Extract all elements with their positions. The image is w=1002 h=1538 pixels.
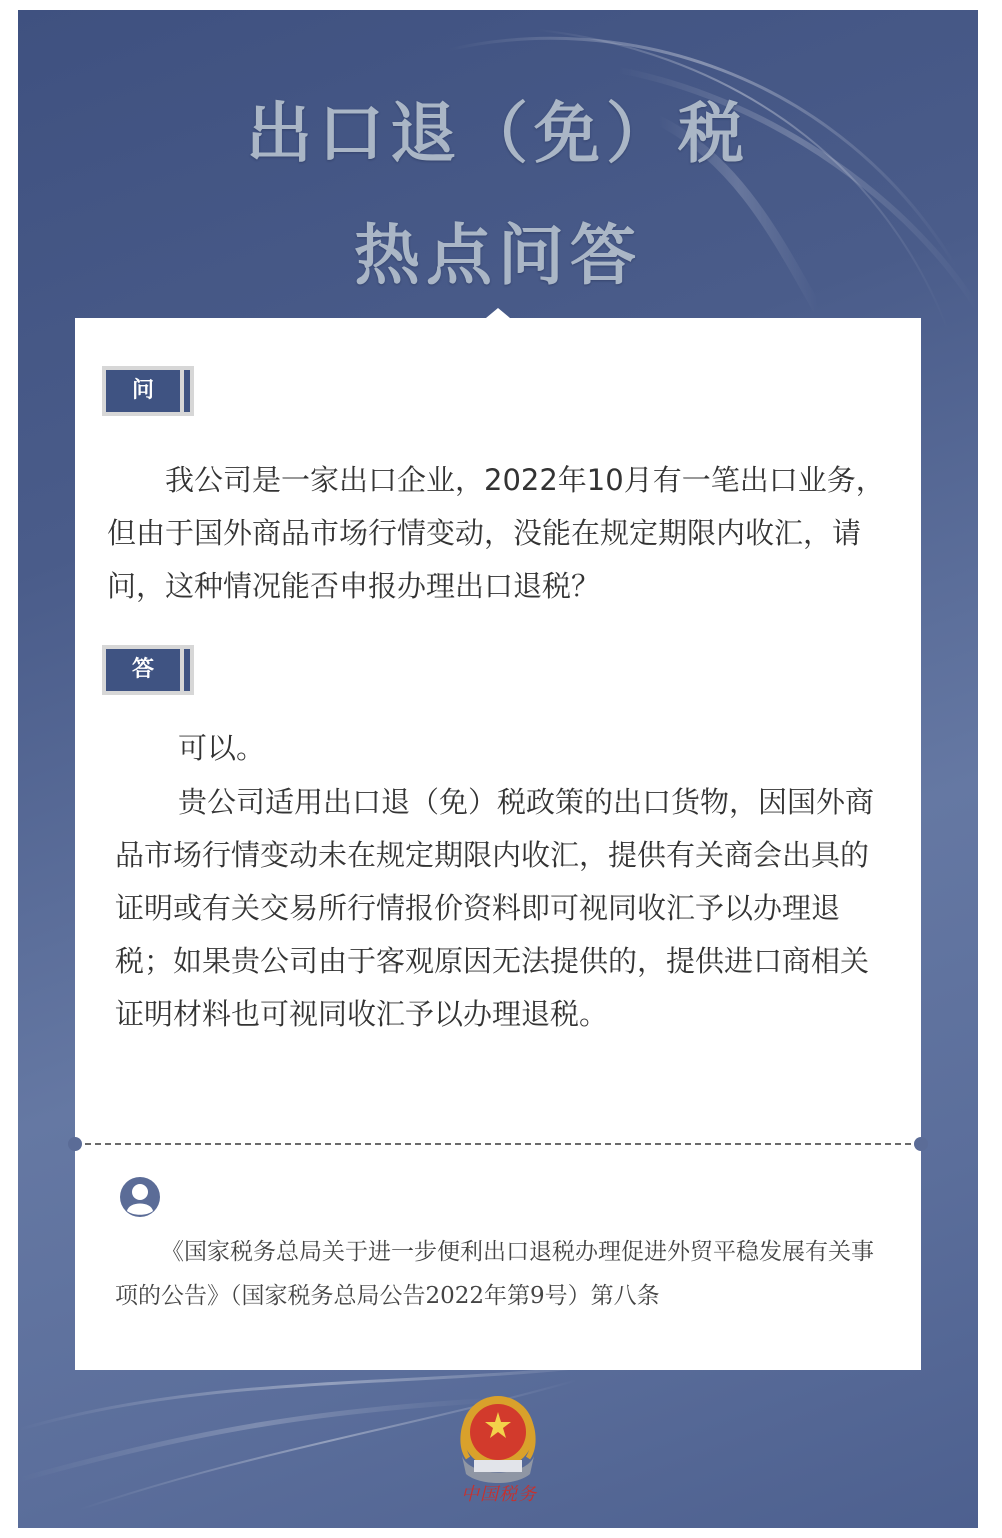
qa-card xyxy=(75,318,921,1370)
divider-dot-right xyxy=(914,1137,928,1151)
question-text: 我公司是一家出口企业，2022年10月有一笔出口业务，但由于国外商品市场行情变动，没能在规定期限内收汇，请问，这种情况能否申报办理出口退税？ xyxy=(107,463,885,603)
question-tag-label: 问 xyxy=(106,370,180,412)
question-tag-bar xyxy=(184,370,190,412)
answer-tag-label: 答 xyxy=(106,649,180,691)
answer-tag xyxy=(102,645,194,695)
card-notch xyxy=(486,308,510,318)
divider-dot-left xyxy=(68,1137,82,1151)
question-tag xyxy=(102,366,194,416)
reference-text: 《国家税务总局关于进一步便利出口退税办理促进外贸平稳发展有关事项的公告》（国家税务总局公告2022年第9号）第八条 xyxy=(115,1239,874,1309)
answer-tag-bar xyxy=(184,649,190,691)
poster xyxy=(18,10,978,1528)
user-icon xyxy=(119,1176,161,1218)
page-title: 出口退（免）税 xyxy=(246,94,750,172)
answer-text: 贵公司适用出口退（免）税政策的出口货物，因国外商品市场行情变动未在规定期限内收汇，提供有关商会出具的证明或有关交易所行情报价资料即可视同收汇予以办理退税；如果贵公司由于客观原因无法提供的，提供进口商相关证明材料也可视同收汇予以办理退税。 xyxy=(115,785,875,1031)
page-subtitle: 热点问答 xyxy=(354,216,642,294)
emblem-caption: 中国税务 xyxy=(461,1484,537,1505)
answer-first-line: 可以。 xyxy=(178,731,266,765)
dashed-divider xyxy=(75,1143,921,1145)
